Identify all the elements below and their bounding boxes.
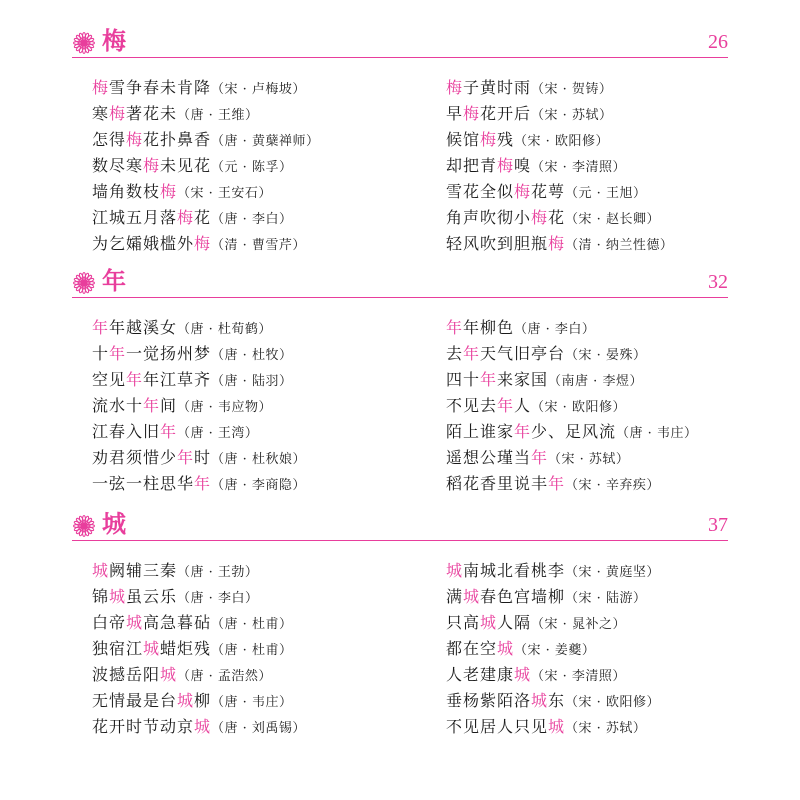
verse-pre: 江城五月落 bbox=[92, 208, 178, 227]
verse-source: （唐 · 刘禹锡） bbox=[211, 721, 306, 736]
verse-post: 年江草齐 bbox=[143, 370, 212, 389]
list-item bbox=[92, 367, 422, 393]
list-item bbox=[92, 341, 422, 367]
verse-pre: 空见 bbox=[92, 370, 127, 389]
list-item bbox=[446, 636, 776, 662]
verse-line bbox=[446, 370, 548, 389]
list-item bbox=[92, 445, 422, 471]
column-right bbox=[446, 558, 776, 740]
verse-keyword: 年 bbox=[480, 370, 498, 389]
verse-keyword: 梅 bbox=[92, 78, 110, 97]
verse-pre: 轻风吹到胆瓶 bbox=[446, 234, 549, 253]
verse-line bbox=[446, 208, 565, 227]
verse-source: （唐 · 李商隐） bbox=[211, 478, 306, 493]
verse-source: （宋 · 卢梅坡） bbox=[211, 82, 306, 97]
verse-post: 花开后 bbox=[480, 104, 532, 123]
list-item bbox=[92, 688, 422, 714]
verse-pre: 寒 bbox=[92, 104, 110, 123]
verse-line bbox=[446, 448, 548, 467]
verse-source: （宋 · 苏轼） bbox=[548, 452, 630, 467]
verse-line bbox=[446, 613, 531, 632]
verse-post: 花 bbox=[548, 208, 566, 227]
verse-post: 著花未 bbox=[126, 104, 178, 123]
list-item bbox=[92, 610, 422, 636]
verse-pre: 锦 bbox=[92, 587, 110, 606]
verse-source: （唐 · 李白） bbox=[514, 322, 596, 337]
verse-line bbox=[92, 208, 211, 227]
verse-line bbox=[446, 130, 514, 149]
column-left bbox=[92, 75, 422, 257]
verse-keyword: 梅 bbox=[446, 78, 464, 97]
verse-post: 年越溪女 bbox=[109, 318, 178, 337]
verse-keyword: 城 bbox=[143, 639, 161, 658]
section-header bbox=[72, 265, 728, 297]
flower-icon bbox=[72, 514, 96, 538]
list-item bbox=[92, 101, 422, 127]
verse-source: （南唐 · 李煜） bbox=[548, 374, 643, 389]
verse-source: （唐 · 杜甫） bbox=[211, 617, 293, 632]
verse-source: （唐 · 李白） bbox=[211, 212, 293, 227]
verse-source: （唐 · 韦应物） bbox=[177, 400, 272, 415]
verse-post: 花扑鼻香 bbox=[143, 130, 212, 149]
verse-source: （唐 · 杜牧） bbox=[211, 348, 293, 363]
list-item bbox=[92, 231, 422, 257]
verse-post: 花萼 bbox=[531, 182, 566, 201]
verse-source: （宋 · 贺铸） bbox=[531, 82, 613, 97]
verse-line bbox=[92, 234, 211, 253]
verse-keyword: 城 bbox=[548, 717, 566, 736]
verse-source: （宋 · 苏轼） bbox=[565, 721, 647, 736]
verse-pre: 劝君须惜少 bbox=[92, 448, 178, 467]
verse-line bbox=[446, 182, 565, 201]
verse-keyword: 梅 bbox=[177, 208, 195, 227]
verse-keyword: 年 bbox=[497, 396, 515, 415]
list-item bbox=[92, 558, 422, 584]
verse-keyword: 年 bbox=[160, 422, 178, 441]
verse-pre: 十 bbox=[92, 344, 110, 363]
flower-icon bbox=[72, 271, 96, 295]
verse-line bbox=[92, 396, 177, 415]
verse-keyword: 年 bbox=[177, 448, 195, 467]
verse-keyword: 城 bbox=[514, 665, 532, 684]
verse-source: （宋 · 苏轼） bbox=[531, 108, 613, 123]
verse-source: （宋 · 李清照） bbox=[531, 669, 626, 684]
list-item bbox=[446, 393, 776, 419]
verse-post: 未见花 bbox=[160, 156, 212, 175]
verse-source: （唐 · 李白） bbox=[177, 591, 259, 606]
verse-keyword: 城 bbox=[531, 691, 549, 710]
verse-keyword: 城 bbox=[109, 587, 127, 606]
verse-line bbox=[446, 422, 616, 441]
verse-source: （唐 · 王维） bbox=[177, 108, 259, 123]
verse-keyword: 年 bbox=[143, 396, 161, 415]
verse-keyword: 梅 bbox=[143, 156, 161, 175]
verse-line bbox=[446, 396, 531, 415]
column-left bbox=[92, 558, 422, 740]
verse-post: 来家国 bbox=[497, 370, 549, 389]
verse-pre: 波撼岳阳 bbox=[92, 665, 161, 684]
verse-source: （宋 · 晁补之） bbox=[531, 617, 626, 632]
verse-keyword: 梅 bbox=[160, 182, 178, 201]
verse-post: 虽云乐 bbox=[126, 587, 178, 606]
verse-keyword: 年 bbox=[446, 318, 464, 337]
verse-keyword: 年 bbox=[531, 448, 549, 467]
list-item bbox=[92, 153, 422, 179]
list-item bbox=[446, 688, 776, 714]
verse-source: （元 · 王旭） bbox=[565, 186, 647, 201]
column-right bbox=[446, 315, 776, 497]
verse-source: （唐 · 陆羽） bbox=[211, 374, 293, 389]
verse-source: （宋 · 王安石） bbox=[177, 186, 272, 201]
verse-keyword: 年 bbox=[126, 370, 144, 389]
list-item bbox=[92, 662, 422, 688]
verse-keyword: 城 bbox=[92, 561, 110, 580]
list-item bbox=[446, 231, 776, 257]
verse-line bbox=[92, 104, 177, 123]
verse-line bbox=[92, 691, 211, 710]
section-heading: 梅 bbox=[102, 26, 126, 55]
list-item bbox=[446, 153, 776, 179]
verse-line bbox=[446, 665, 531, 684]
verse-pre: 一弦一柱思华 bbox=[92, 474, 195, 493]
verse-pre: 为乞孀娥槛外 bbox=[92, 234, 195, 253]
verse-post: 子黄时雨 bbox=[463, 78, 532, 97]
verse-source: （唐 · 韦庄） bbox=[616, 426, 698, 441]
verse-post: 时 bbox=[194, 448, 212, 467]
verse-source: （清 · 曹雪芹） bbox=[211, 238, 306, 253]
verse-line bbox=[446, 234, 565, 253]
verse-source: （唐 · 杜荀鹤） bbox=[177, 322, 272, 337]
verse-source: （元 · 陈孚） bbox=[211, 160, 293, 175]
verse-post: 年柳色 bbox=[463, 318, 515, 337]
verse-line bbox=[446, 717, 565, 736]
verse-post: 阙辅三秦 bbox=[109, 561, 178, 580]
verse-source: （宋 · 欧阳修） bbox=[531, 400, 626, 415]
verse-keyword: 梅 bbox=[480, 130, 498, 149]
verse-pre: 雪花全似 bbox=[446, 182, 515, 201]
verse-post: 蜡炬残 bbox=[160, 639, 212, 658]
verse-post: 天气旧亭台 bbox=[480, 344, 566, 363]
verse-line bbox=[446, 474, 565, 493]
list-item bbox=[92, 419, 422, 445]
verse-pre: 花开时节动京 bbox=[92, 717, 195, 736]
verse-source: （宋 · 黄庭坚） bbox=[565, 565, 660, 580]
verse-keyword: 城 bbox=[160, 665, 178, 684]
verse-line bbox=[92, 474, 211, 493]
verse-source: （唐 · 黄蘖禅师） bbox=[211, 134, 320, 149]
list-item bbox=[92, 714, 422, 740]
verse-keyword: 城 bbox=[177, 691, 195, 710]
verse-pre: 不见去 bbox=[446, 396, 498, 415]
verse-pre: 却把青 bbox=[446, 156, 498, 175]
verse-line bbox=[446, 639, 514, 658]
list-item bbox=[446, 714, 776, 740]
verse-line bbox=[92, 587, 177, 606]
verse-keyword: 梅 bbox=[531, 208, 549, 227]
verse-source: （唐 · 孟浩然） bbox=[177, 669, 272, 684]
verse-source: （宋 · 陆游） bbox=[565, 591, 647, 606]
verse-line bbox=[92, 665, 177, 684]
list-item bbox=[446, 75, 776, 101]
list-item bbox=[92, 75, 422, 101]
verse-line bbox=[92, 78, 211, 97]
list-item bbox=[446, 584, 776, 610]
list-item bbox=[92, 205, 422, 231]
verse-keyword: 梅 bbox=[109, 104, 127, 123]
column-left bbox=[92, 315, 422, 497]
verse-post: 一觉扬州梦 bbox=[126, 344, 212, 363]
verse-post: 嗅 bbox=[514, 156, 532, 175]
verse-line bbox=[92, 130, 211, 149]
verse-keyword: 梅 bbox=[497, 156, 515, 175]
column-right bbox=[446, 75, 776, 257]
verse-pre: 人老建康 bbox=[446, 665, 515, 684]
verse-source: （清 · 纳兰性德） bbox=[565, 238, 674, 253]
list-item bbox=[446, 558, 776, 584]
verse-pre: 不见居人只见 bbox=[446, 717, 549, 736]
list-item bbox=[446, 315, 776, 341]
verse-source: （唐 · 王勃） bbox=[177, 565, 259, 580]
verse-pre: 江春入旧 bbox=[92, 422, 161, 441]
list-item bbox=[446, 127, 776, 153]
list-item bbox=[92, 636, 422, 662]
verse-line bbox=[446, 561, 565, 580]
verse-line bbox=[92, 344, 211, 363]
verse-line bbox=[92, 156, 211, 175]
verse-pre: 稻花香里说丰 bbox=[446, 474, 549, 493]
list-item bbox=[92, 315, 422, 341]
verse-line bbox=[92, 717, 211, 736]
verse-pre: 陌上谁家 bbox=[446, 422, 515, 441]
verse-post: 间 bbox=[160, 396, 178, 415]
verse-line bbox=[92, 613, 211, 632]
verse-source: （唐 · 韦庄） bbox=[211, 695, 293, 710]
page-number: 37 bbox=[708, 514, 728, 536]
verse-post: 南城北看桃李 bbox=[463, 561, 566, 580]
verse-line bbox=[446, 78, 531, 97]
verse-pre: 都在空 bbox=[446, 639, 498, 658]
verse-line bbox=[446, 156, 531, 175]
list-item bbox=[446, 101, 776, 127]
verse-keyword: 城 bbox=[480, 613, 498, 632]
verse-pre: 遥想公瑾当 bbox=[446, 448, 532, 467]
verse-keyword: 梅 bbox=[194, 234, 212, 253]
verse-keyword: 年 bbox=[548, 474, 566, 493]
divider-rule bbox=[72, 297, 728, 298]
list-item bbox=[92, 584, 422, 610]
section-header bbox=[72, 25, 728, 57]
list-item bbox=[446, 341, 776, 367]
verse-post: 人 bbox=[514, 396, 532, 415]
list-item bbox=[446, 471, 776, 497]
verse-line bbox=[446, 587, 565, 606]
verse-line bbox=[92, 182, 177, 201]
verse-line bbox=[92, 561, 177, 580]
list-item bbox=[92, 471, 422, 497]
verse-pre: 满 bbox=[446, 587, 464, 606]
verse-post: 雪争春未肯降 bbox=[109, 78, 212, 97]
verse-source: （宋 · 晏殊） bbox=[565, 348, 647, 363]
verse-pre: 候馆 bbox=[446, 130, 481, 149]
verse-source: （宋 · 姜夔） bbox=[514, 643, 596, 658]
verse-pre: 四十 bbox=[446, 370, 481, 389]
verse-line bbox=[92, 639, 211, 658]
verse-pre: 角声吹彻小 bbox=[446, 208, 532, 227]
list-item bbox=[446, 610, 776, 636]
list-item bbox=[446, 419, 776, 445]
verse-pre: 无情最是台 bbox=[92, 691, 178, 710]
verse-post: 残 bbox=[497, 130, 515, 149]
verse-source: （唐 · 杜秋娘） bbox=[211, 452, 306, 467]
verse-line bbox=[92, 370, 211, 389]
section-heading: 年 bbox=[102, 266, 126, 295]
verse-line bbox=[92, 448, 211, 467]
verse-keyword: 年 bbox=[92, 318, 110, 337]
page-number: 26 bbox=[708, 31, 728, 53]
verse-keyword: 城 bbox=[497, 639, 515, 658]
list-item bbox=[446, 662, 776, 688]
verse-pre: 墙角数枝 bbox=[92, 182, 161, 201]
page-number: 32 bbox=[708, 271, 728, 293]
verse-line bbox=[446, 104, 531, 123]
verse-keyword: 城 bbox=[194, 717, 212, 736]
list-item bbox=[92, 179, 422, 205]
list-item bbox=[446, 179, 776, 205]
verse-post: 东 bbox=[548, 691, 566, 710]
verse-keyword: 城 bbox=[126, 613, 144, 632]
verse-line bbox=[92, 422, 177, 441]
verse-keyword: 梅 bbox=[463, 104, 481, 123]
verse-source: （唐 · 王湾） bbox=[177, 426, 259, 441]
verse-keyword: 城 bbox=[463, 587, 481, 606]
verse-post: 柳 bbox=[194, 691, 212, 710]
verse-keyword: 年 bbox=[109, 344, 127, 363]
verse-keyword: 梅 bbox=[126, 130, 144, 149]
verse-keyword: 年 bbox=[194, 474, 212, 493]
verse-pre: 垂杨紫陌洛 bbox=[446, 691, 532, 710]
verse-source: （宋 · 辛弃疾） bbox=[565, 478, 660, 493]
verse-source: （宋 · 赵长卿） bbox=[565, 212, 660, 227]
verse-post: 高急暮砧 bbox=[143, 613, 212, 632]
verse-line bbox=[92, 318, 177, 337]
verse-source: （宋 · 李清照） bbox=[531, 160, 626, 175]
verse-keyword: 城 bbox=[446, 561, 464, 580]
verse-keyword: 年 bbox=[514, 422, 532, 441]
verse-source: （宋 · 欧阳修） bbox=[514, 134, 609, 149]
list-item bbox=[446, 445, 776, 471]
verse-post: 人隔 bbox=[497, 613, 532, 632]
verse-post: 春色宫墙柳 bbox=[480, 587, 566, 606]
verse-source: （唐 · 杜甫） bbox=[211, 643, 293, 658]
verse-pre: 白帝 bbox=[92, 613, 127, 632]
verse-pre: 早 bbox=[446, 104, 464, 123]
verse-post: 花 bbox=[194, 208, 212, 227]
verse-pre: 只高 bbox=[446, 613, 481, 632]
verse-keyword: 梅 bbox=[514, 182, 532, 201]
verse-post: 少、足风流 bbox=[531, 422, 617, 441]
list-item bbox=[92, 393, 422, 419]
section-heading: 城 bbox=[102, 509, 126, 538]
verse-pre: 去 bbox=[446, 344, 464, 363]
verse-keyword: 年 bbox=[463, 344, 481, 363]
verse-line bbox=[446, 691, 565, 710]
section-header bbox=[72, 508, 728, 540]
list-item bbox=[446, 367, 776, 393]
verse-line bbox=[446, 344, 565, 363]
divider-rule bbox=[72, 57, 728, 58]
verse-keyword: 梅 bbox=[548, 234, 566, 253]
verse-pre: 独宿江 bbox=[92, 639, 144, 658]
verse-pre: 流水十 bbox=[92, 396, 144, 415]
verse-source: （宋 · 欧阳修） bbox=[565, 695, 660, 710]
verse-line bbox=[446, 318, 514, 337]
verse-pre: 数尽寒 bbox=[92, 156, 144, 175]
divider-rule bbox=[72, 540, 728, 541]
verse-pre: 怎得 bbox=[92, 130, 127, 149]
list-item bbox=[92, 127, 422, 153]
flower-icon bbox=[72, 31, 96, 55]
list-item bbox=[446, 205, 776, 231]
